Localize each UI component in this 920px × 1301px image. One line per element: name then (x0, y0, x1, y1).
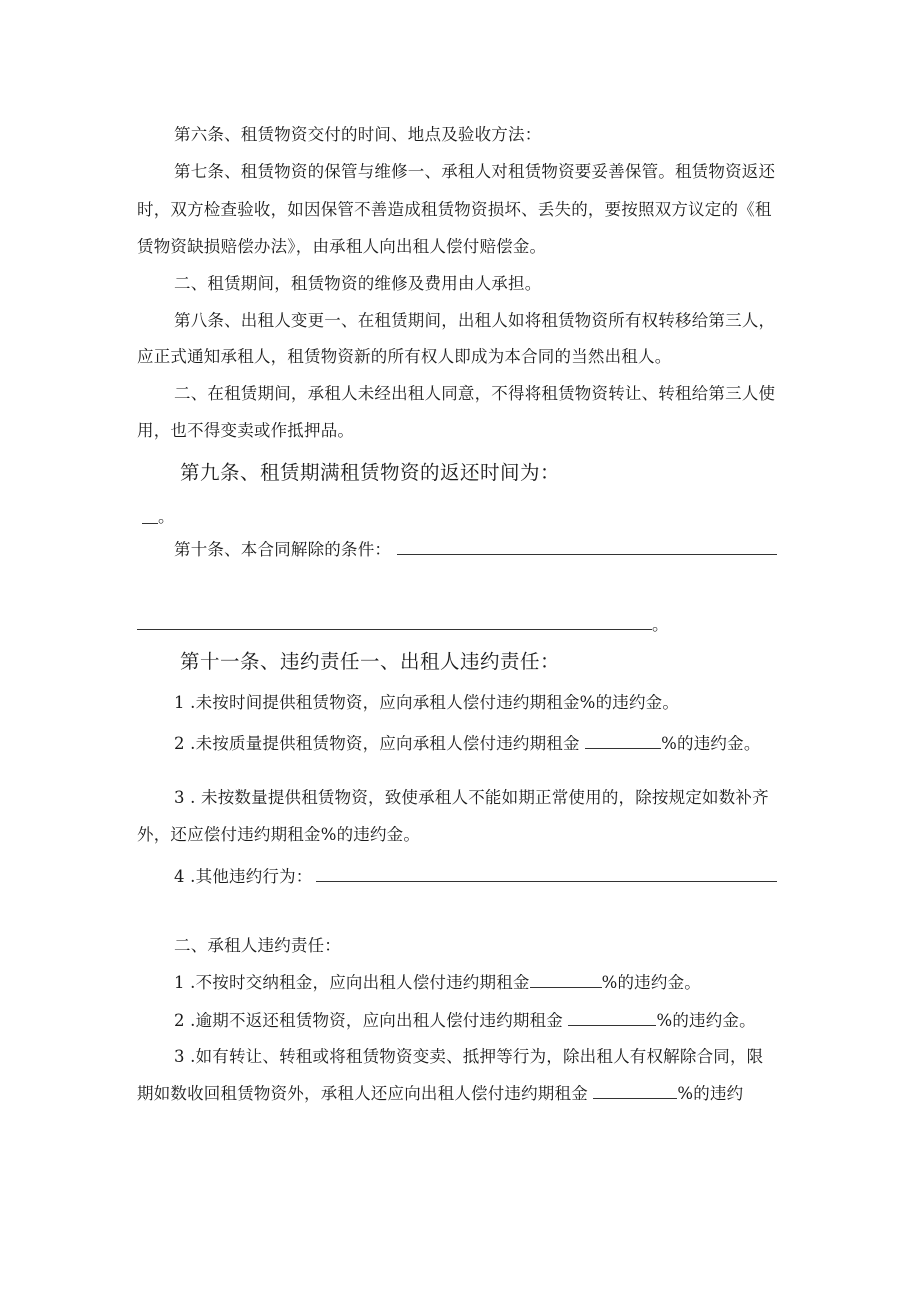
article-9-period: 。 (158, 507, 175, 526)
article-8-clause-2-line-1: 二、在租赁期间，承租人未经出租人同意，不得将租赁物资转让、转租给第三人使 (174, 384, 776, 403)
lessee-breach-item-1-blank (530, 973, 602, 988)
lessee-breach-item-3-line-2 (137, 1083, 743, 1105)
lessor-breach-item-2-suffix: %的违约金。 (661, 734, 761, 753)
article-10-blank-line-1 (397, 554, 777, 555)
article-10-blank-line-2 (137, 629, 652, 630)
lessor-breach-item-3-line-2: 外，还应偿付违约期租金%的违约金。 (137, 825, 421, 844)
article-8-clause-2-line-2: 用，也不得变卖或作抵押品。 (137, 421, 355, 440)
lessor-breach-item-3-line-1: 3 . 未按数量提供租赁物资，致使承租人不能如期正常使用的，除按规定如数补齐 (174, 788, 769, 807)
lessee-breach-item-2-text: 2 .逾期不返还租赁物资，应向出租人偿付违约期租金 (174, 1011, 569, 1030)
article-7-clause-2: 二、租赁期间，租赁物资的维修及费用由人承担。 (174, 274, 542, 293)
article-8-line-1: 第八条、出租人变更一、在租赁期间，出租人如将租赁物资所有权转移给第三人， (174, 311, 776, 330)
lessee-breach-item-3-line-1: 3 .如有转让、转租或将租赁物资变卖、抵押等行为，除出租人有权解除合同，限 (174, 1047, 764, 1066)
lessee-breach-item-2-suffix: %的违约金。 (656, 1011, 756, 1030)
lessor-breach-item-4-blank (316, 881, 777, 882)
lessee-breach-item-1-text: 1 .不按时交纳租金，应向出租人偿付违约期租金 (174, 973, 530, 992)
lessee-breach-item-1 (174, 972, 701, 994)
article-7-line-1: 第七条、租赁物资的保管与维修一、承租人对租赁物资要妥善保管。租赁物资返还 (174, 162, 776, 181)
lessee-breach-heading: 二、承租人违约责任： (174, 936, 341, 955)
lessee-breach-item-2 (174, 1010, 756, 1032)
lessor-breach-item-1: 1 .未按时间提供租赁物资，应向承租人偿付违约期租金%的违约金。 (174, 693, 680, 712)
lessee-breach-item-3-blank (593, 1084, 677, 1099)
article-11-heading: 第十一条、违约责任一、出租人违约责任： (180, 650, 561, 673)
lessee-breach-item-3-suffix: %的违约 (677, 1084, 744, 1103)
lessee-breach-item-2-blank (568, 1011, 656, 1026)
article-7-line-3: 赁物资缺损赔偿办法》，由承租人向出租人偿付赔偿金。 (137, 237, 547, 256)
lessee-breach-item-3-text: 期如数收回租赁物资外，承租人还应向出租人偿付违约期租金 (137, 1084, 594, 1103)
article-10-period: 。 (652, 615, 669, 634)
article-9-blank (142, 523, 158, 524)
article-10-heading: 第十条、本合同解除的条件： (174, 540, 392, 559)
lessor-breach-item-2 (174, 733, 761, 755)
article-8-line-2: 应正式通知承租人，租赁物资新的所有权人即成为本合同的当然出租人。 (137, 347, 672, 366)
lessor-breach-item-2-text: 2 .未按质量提供租赁物资，应向承租人偿付违约期租金 (174, 734, 586, 753)
article-6: 第六条、租赁物资交付的时间、地点及验收方法： (174, 125, 542, 144)
lessor-breach-item-2-blank (585, 734, 661, 749)
lessee-breach-item-1-suffix: %的违约金。 (601, 973, 701, 992)
article-7-line-2: 时，双方检查验收，如因保管不善造成租赁物资损坏、丢失的，要按照双方议定的《租 (137, 200, 772, 219)
article-9-heading: 第九条、租赁期满租赁物资的返还时间为： (180, 461, 561, 484)
lessor-breach-item-4: 4 .其他违约行为： (174, 867, 313, 886)
